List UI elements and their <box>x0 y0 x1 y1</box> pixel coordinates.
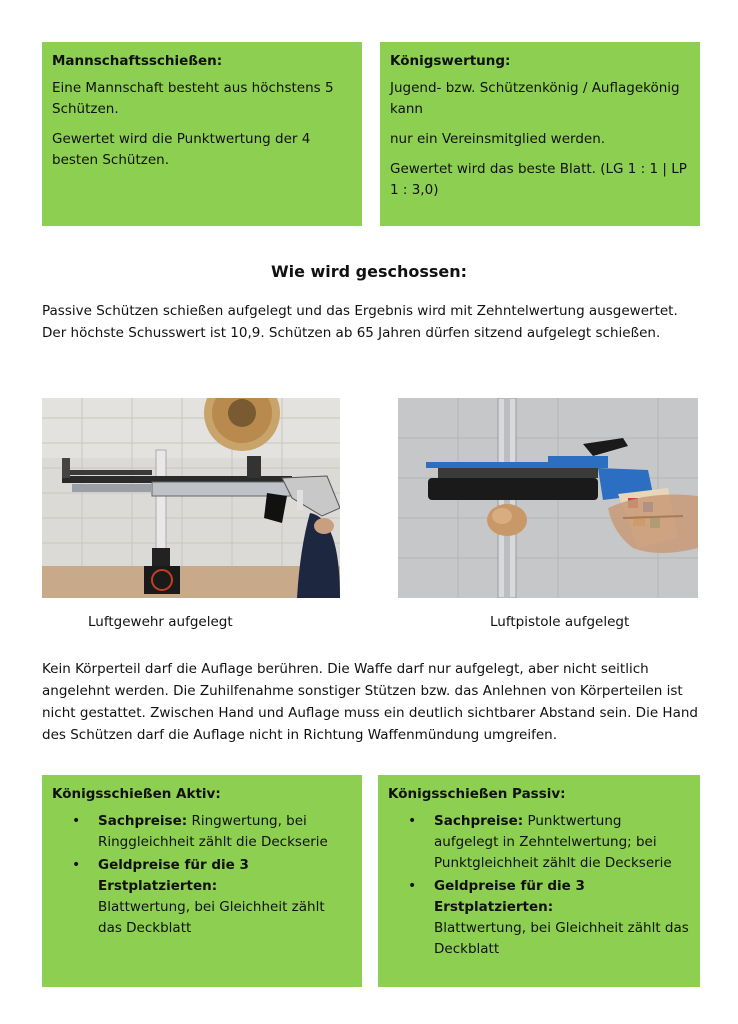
list-item <box>52 811 352 853</box>
koenigswertung-title: Königswertung: <box>390 53 511 69</box>
passiv-item1-text: Punktwertung aufgelegt in Zehntelwertung; bei Punktgleichheit zählt die Deckserie <box>434 813 672 871</box>
list-item <box>388 811 690 874</box>
intro-line-2: Der höchste Schusswert ist 10,9. Schützen ab 65 Jahren dürfen sitzend aufgelegt schießen. <box>42 325 661 341</box>
list-item <box>52 855 352 939</box>
luftgewehr-illustration <box>42 398 340 598</box>
bullet-icon: • <box>72 857 81 873</box>
luftgewehr-caption: Luftgewehr aufgelegt <box>88 614 233 630</box>
mannschaft-text-2: Gewertet wird die Punktwertung der 4 besten Schützen. <box>52 131 311 168</box>
passiv-item2-text: Blattwertung, bei Gleichheit zählt das Deckblatt <box>434 920 689 957</box>
passiv-item1-label: Sachpreise: <box>434 813 524 829</box>
luftpistole-photo <box>398 398 698 598</box>
section-heading: Wie wird geschossen: <box>270 262 468 281</box>
aktiv-item1-label: Sachpreise: <box>98 813 188 829</box>
aktiv-item2-label: Geldpreise für die 3 Erstplatzierten: <box>98 857 249 894</box>
koenigswertung-text-2: nur ein Vereinsmitglied werden. <box>390 131 606 147</box>
passiv-list <box>388 811 690 960</box>
aktiv-item1-text: Ringwertung, bei Ringgleichheit zählt die Deckserie <box>98 813 328 850</box>
mannschaft-text-1: Eine Mannschaft besteht aus höchstens 5 Schützen. <box>52 80 334 117</box>
mannschaft-box <box>42 42 362 226</box>
koenigsschiessen-aktiv-box <box>42 775 362 987</box>
koenigswertung-box <box>380 42 700 226</box>
aktiv-list <box>52 811 352 939</box>
aktiv-title: Königsschießen Aktiv: <box>52 786 221 802</box>
koenigsschiessen-passiv-box <box>378 775 700 987</box>
luftpistole-caption: Luftpistole aufgelegt <box>490 614 630 630</box>
intro-line-1: Passive Schützen schießen aufgelegt und das Ergebnis wird mit Zehntelwertung ausgewertet. <box>42 303 678 319</box>
bullet-icon: • <box>408 813 417 829</box>
intro-paragraph <box>42 300 702 344</box>
luftpistole-illustration <box>398 398 698 598</box>
list-item <box>388 876 690 960</box>
rules-paragraph: Kein Körperteil darf die Auflage berühren. Die Waffe darf nur aufgelegt, aber nicht seitlich angelehnt werden. Die Zuhilfenahme sonstiger Stützen bzw. das Anlehnen von Körperteilen ist nicht gestattet. Zwischen Hand und Auflage muss ein deutlich sichtbarer Abstand sein. Die Hand des Schützen darf die Auflage nicht in Richtung Waffenmündung umgreifen. <box>42 661 698 743</box>
luftgewehr-photo <box>42 398 340 598</box>
passiv-title: Königsschießen Passiv: <box>388 786 566 802</box>
bullet-icon: • <box>408 878 417 894</box>
mannschaft-title: Mannschaftsschießen: <box>52 53 223 69</box>
koenigswertung-text-1: Jugend- bzw. Schützenkönig / Auflagekönig kann <box>390 80 680 117</box>
koenigswertung-text-3: Gewertet wird das beste Blatt. (LG 1 : 1 | LP 1 : 3,0) <box>390 161 687 198</box>
aktiv-item2-text: Blattwertung, bei Gleichheit zählt das Deckblatt <box>98 899 325 936</box>
bullet-icon: • <box>72 813 81 829</box>
passiv-item2-label: Geldpreise für die 3 Erstplatzierten: <box>434 878 585 915</box>
